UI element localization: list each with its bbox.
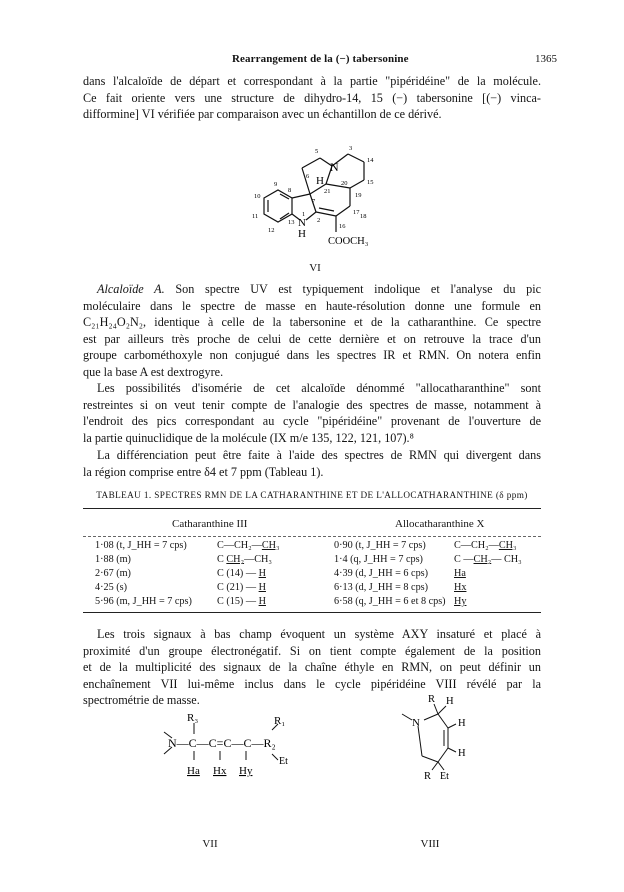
table-cell bbox=[334, 554, 423, 565]
table-cell bbox=[217, 540, 280, 551]
cell-text: 0·90 (t, J_HH = 7 cps) bbox=[334, 540, 426, 551]
underlined-proton: CH₃ bbox=[498, 540, 517, 551]
main-chain: N—C—C=C—C—R₂ bbox=[168, 736, 276, 750]
text-line: la région comprise entre δ4 et 7 ppm (Tableau 1). bbox=[83, 464, 324, 479]
text-line: groupe carbométhoxyle non conjugué dans les spectres IR et RMN. On notera enfin bbox=[83, 348, 541, 363]
cell-text: 1·4 (q, J_HH = 7 cps) bbox=[334, 554, 423, 565]
underlined-proton: H bbox=[258, 596, 266, 607]
n-atom: N bbox=[412, 717, 420, 729]
structure-vi-label: VI bbox=[309, 262, 321, 274]
text-line: enchaînement VII lui-même inclus dans le cycle pipéridéine VIII révélé par la bbox=[83, 676, 541, 691]
text-line: est par ailleurs très proche de celui de cette dernière et on retrouve la trace d'un bbox=[83, 331, 541, 346]
table-cell bbox=[454, 540, 517, 551]
text-line: que la base A est dextrogyre. bbox=[83, 364, 224, 379]
ha-label: Ha bbox=[187, 765, 200, 777]
cell-text: C—CH₂— bbox=[217, 540, 262, 551]
atom-number: 5 bbox=[315, 148, 319, 155]
atom-number: 19 bbox=[355, 192, 362, 199]
et-group: Et bbox=[279, 756, 288, 767]
table-cell bbox=[217, 582, 266, 593]
cell-text: 4·39 (d, J_HH = 6 cps) bbox=[334, 568, 429, 579]
cell-suffix: — CH₃ bbox=[491, 554, 522, 565]
h-right-atom: H bbox=[458, 748, 466, 759]
atom-number: 6 bbox=[306, 173, 310, 180]
paragraph-alcaloide-a bbox=[83, 281, 541, 381]
cell-text: 6·13 (d, J_HH = 8 cps) bbox=[334, 582, 429, 593]
paragraph-lead: Alcaloïde A. bbox=[97, 282, 165, 296]
atom-number: 21 bbox=[324, 188, 331, 195]
table-cell bbox=[454, 554, 522, 565]
atom-number: 9 bbox=[274, 181, 278, 188]
table-cell bbox=[95, 568, 131, 579]
text-line: La différenciation peut être faite à l'aide des spectres de RMN qui divergent dans bbox=[97, 448, 541, 462]
table-cell bbox=[217, 596, 266, 607]
underlined-proton: H bbox=[258, 568, 266, 579]
table-cell bbox=[454, 596, 466, 607]
running-title: Rearrangement de la (−) tabersonine bbox=[232, 53, 409, 65]
table-caption: TABLEAU 1. SPECTRES RMN DE LA CATHARANTHINE ET DE L'ALLOCATHARANTHINE (δ ppm) bbox=[96, 490, 528, 500]
cell-text: 5·96 (m, J_HH = 7 cps) bbox=[95, 596, 192, 607]
structure-viii-diagram bbox=[388, 690, 478, 795]
text-line: l'endroit des pics correspondant au cycle "pipéridéine" provenant de l'ouverture de bbox=[83, 414, 541, 429]
et-bottom-group: Et bbox=[440, 771, 449, 782]
underlined-proton: Ha bbox=[454, 568, 466, 579]
atom-number: 18 bbox=[360, 213, 367, 220]
atom-number: 12 bbox=[268, 227, 275, 234]
atom-number: 7 bbox=[312, 198, 316, 205]
r-top-group: R bbox=[428, 694, 436, 705]
h-right-top-atom: H bbox=[458, 718, 466, 729]
table-cell bbox=[95, 540, 187, 551]
text-line: proximité d'un groupe électronégatif. Si on tient compte également de la position bbox=[83, 643, 541, 658]
text-line: Ce fait oriente vers une structure de dihydro-14, 15 (−) tabersonine [(−) vinca- bbox=[83, 90, 541, 105]
hy-label: Hy bbox=[239, 765, 253, 777]
table-bottom-rule bbox=[83, 612, 541, 613]
column-header-catharanthine: Catharanthine III bbox=[172, 518, 248, 530]
table-header-rule bbox=[83, 536, 541, 537]
nh-atom: N bbox=[298, 217, 306, 229]
text-line: spectrométrie de masse. bbox=[83, 693, 200, 708]
structure-vii-diagram bbox=[150, 710, 330, 785]
text-line: restreintes si on veut tenir compte de l'analogie des spectres de masse, notamment à bbox=[83, 397, 541, 412]
column-header-allocatharanthine: Allocatharanthine X bbox=[395, 518, 485, 530]
underlined-proton: CH₂ bbox=[226, 554, 245, 565]
text-line: moléculaire dans le spectre de masse en haute-résolution donne une formule en bbox=[83, 298, 541, 313]
table-cell bbox=[334, 540, 426, 551]
page-number: 1365 bbox=[535, 53, 557, 65]
cell-text: 4·25 (s) bbox=[95, 582, 127, 593]
atom-number: 16 bbox=[339, 223, 346, 230]
cell-text: C (21) — bbox=[217, 582, 259, 593]
h-top-atom: H bbox=[446, 696, 454, 707]
table-cell bbox=[95, 582, 127, 593]
cell-text: 1·08 (t, J_HH = 7 cps) bbox=[95, 540, 187, 551]
cell-suffix: —CH₃ bbox=[244, 554, 272, 565]
cell-text: 6·58 (q, J_HH = 6 et 8 cps) bbox=[334, 596, 446, 607]
cell-text: C bbox=[217, 554, 227, 565]
text-line: C₂₁H₂₄O₂N₂, identique à celle de la tabersonine et de la catharanthine. Ce spectre bbox=[83, 315, 541, 330]
atom-number: 2 bbox=[317, 217, 321, 224]
text-line: difformine] VI vérifiée par comparaison avec un échantillon de ce dérivé. bbox=[83, 107, 442, 122]
table-cell bbox=[95, 596, 192, 607]
table-cell bbox=[334, 596, 446, 607]
atom-number: 1 bbox=[302, 211, 306, 218]
ester-group: COOCH₃ bbox=[328, 236, 369, 247]
atom-number: 17 bbox=[353, 209, 360, 216]
atom-number: 20 bbox=[341, 180, 348, 187]
text-line: et de la multiplicité des signaux de la chaîne éthyle en RMN, on peut définir un bbox=[83, 660, 541, 675]
text-line: Les trois signaux à bas champ évoquent un système AXY insaturé et placé à bbox=[97, 627, 541, 641]
cell-text: C (15) — bbox=[217, 596, 259, 607]
text-line: Son spectre UV est typiquement indolique et l'analyse du pic bbox=[175, 282, 541, 296]
text-line: Les possibilités d'isomérie de cet alcaloïde dénommé "allocatharanthine" sont bbox=[97, 381, 541, 395]
underlined-proton: Hx bbox=[454, 582, 467, 593]
underlined-proton: H bbox=[258, 582, 266, 593]
hx-label: Hx bbox=[213, 765, 227, 777]
atom-number: 13 bbox=[288, 219, 295, 226]
table-cell bbox=[334, 568, 428, 579]
r-bottom-group: R bbox=[424, 771, 432, 782]
structure-vii-label: VII bbox=[202, 838, 218, 850]
table-cell bbox=[217, 568, 266, 579]
underlined-proton: CH₃ bbox=[261, 540, 280, 551]
h-under-atom: H bbox=[298, 228, 306, 240]
table-top-rule bbox=[83, 508, 541, 509]
intro-paragraph bbox=[83, 73, 541, 123]
table-cell bbox=[334, 582, 428, 593]
cell-text: C—CH₂— bbox=[454, 540, 499, 551]
table-cell bbox=[95, 554, 131, 565]
r3-group: R₃ bbox=[187, 712, 199, 724]
atom-number: 15 bbox=[367, 179, 374, 186]
atom-number: 11 bbox=[252, 213, 259, 220]
n4-atom: N bbox=[330, 160, 339, 174]
atom-number: 10 bbox=[254, 193, 261, 200]
structure-viii-label: VIII bbox=[420, 838, 440, 850]
cell-text: 1·88 (m) bbox=[95, 554, 131, 565]
atom-number: 8 bbox=[288, 187, 292, 194]
atom-number: 3 bbox=[349, 145, 353, 152]
h-bridge-atom: H bbox=[316, 175, 324, 187]
cell-text: C (14) — bbox=[217, 568, 259, 579]
cell-text: 2·67 (m) bbox=[95, 568, 131, 579]
table-cell bbox=[454, 568, 466, 579]
table-cell bbox=[217, 554, 272, 565]
underlined-proton: CH₂ bbox=[473, 554, 492, 565]
paragraph-differenciation bbox=[83, 447, 541, 480]
text-line: dans l'alcaloïde de départ et correspondant à la partie "pipéridéine" de la molécule. bbox=[83, 74, 541, 88]
cell-text: C — bbox=[454, 554, 474, 565]
underlined-proton: Hy bbox=[454, 596, 467, 607]
paragraph-isomerie bbox=[83, 380, 541, 446]
atom-number: 14 bbox=[367, 157, 374, 164]
text-line: la partie quinuclidique de la molécule (IX m/e 135, 122, 121, 107).⁸ bbox=[83, 430, 414, 445]
table-cell bbox=[454, 582, 466, 593]
structure-vi-diagram bbox=[230, 140, 400, 270]
r1-group: R₁ bbox=[274, 715, 286, 727]
